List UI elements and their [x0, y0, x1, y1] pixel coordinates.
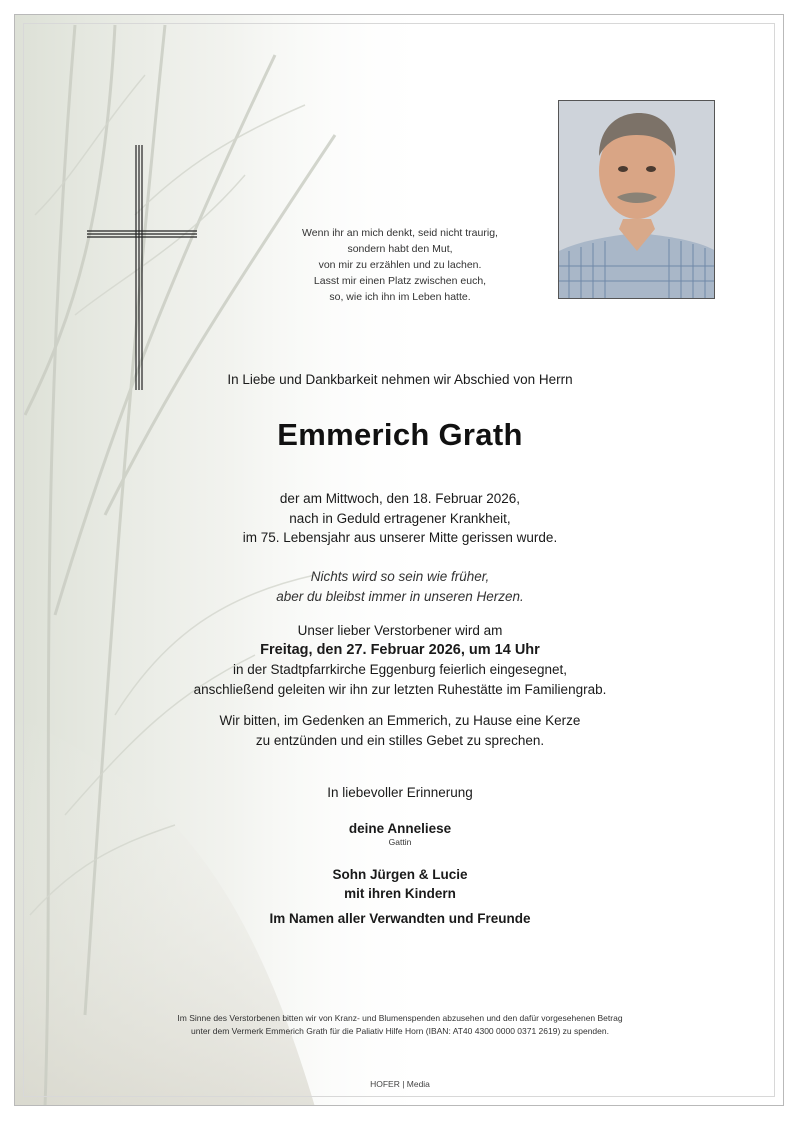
poem-line: Wenn ihr an mich denkt, seid nicht traurig,	[302, 227, 498, 239]
publisher-credit: HOFER | Media	[370, 1079, 430, 1089]
funeral-line: anschließend geleiten wir ihn zur letzten Ruhestätte im Familiengrab.	[193, 681, 607, 697]
signer-son-line: mit ihren Kindern	[344, 886, 456, 901]
verse-line: aber du bleibst immer in unseren Herzen.	[276, 588, 524, 604]
verse-line: Nichts wird so sein wie früher,	[310, 569, 490, 584]
obituary-card	[14, 14, 784, 1106]
request-line: zu entzünden und ein stilles Gebet zu sprechen.	[255, 732, 545, 748]
poem-line: sondern habt den Mut,	[347, 243, 453, 255]
signer-relatives: Im Namen aller Verwandten und Freunde	[269, 911, 531, 926]
death-notice-line: der am Mittwoch, den 18. Februar 2026,	[279, 491, 521, 506]
donation-note	[15, 1012, 784, 1038]
memorial-verse	[15, 567, 784, 606]
intro-text: In Liebe und Dankbarkeit nehmen wir Abschied von Herrn	[227, 372, 573, 387]
death-notice-line: nach in Geduld ertragener Krankheit,	[289, 510, 511, 526]
memory-heading: In liebevoller Erinnerung	[327, 785, 473, 800]
signer-spouse: deine Anneliese	[348, 821, 452, 836]
funeral-line: Unser lieber Verstorbener wird am	[297, 623, 503, 638]
death-notice	[15, 489, 784, 548]
request-line: Wir bitten, im Gedenken an Emmerich, zu Hause eine Kerze	[219, 713, 581, 728]
poem-line: von mir zu erzählen und zu lachen.	[318, 259, 482, 271]
donation-line: unter dem Vermerk Emmerich Grath für die Paliativ Hilfe Horn (IBAN: AT40 4300 0000 0371 2619) zu spenden.	[191, 1026, 609, 1036]
poem-line: so, wie ich ihn im Leben hatte.	[329, 291, 471, 303]
candle-request	[15, 711, 784, 750]
signer-spouse-role: Gattin	[388, 837, 412, 847]
deceased-name: Emmerich Grath	[277, 417, 523, 452]
funeral-notice	[15, 621, 784, 699]
poem-line: Lasst mir einen Platz zwischen euch,	[313, 275, 487, 287]
funeral-line: in der Stadtpfarrkirche Eggenburg feierlich eingesegnet,	[233, 662, 567, 677]
poem	[15, 225, 784, 305]
death-notice-line: im 75. Lebensjahr aus unserer Mitte gerissen wurde.	[242, 530, 558, 545]
donation-line: Im Sinne des Verstorbenen bitten wir von Kranz- und Blumenspenden abzusehen und den dafür vorgesehenen Betrag	[177, 1013, 623, 1023]
signer-son-line: Sohn Jürgen & Lucie	[332, 867, 468, 882]
funeral-date: Freitag, den 27. Februar 2026, um 14 Uhr	[260, 641, 540, 658]
signer-son	[15, 865, 784, 903]
